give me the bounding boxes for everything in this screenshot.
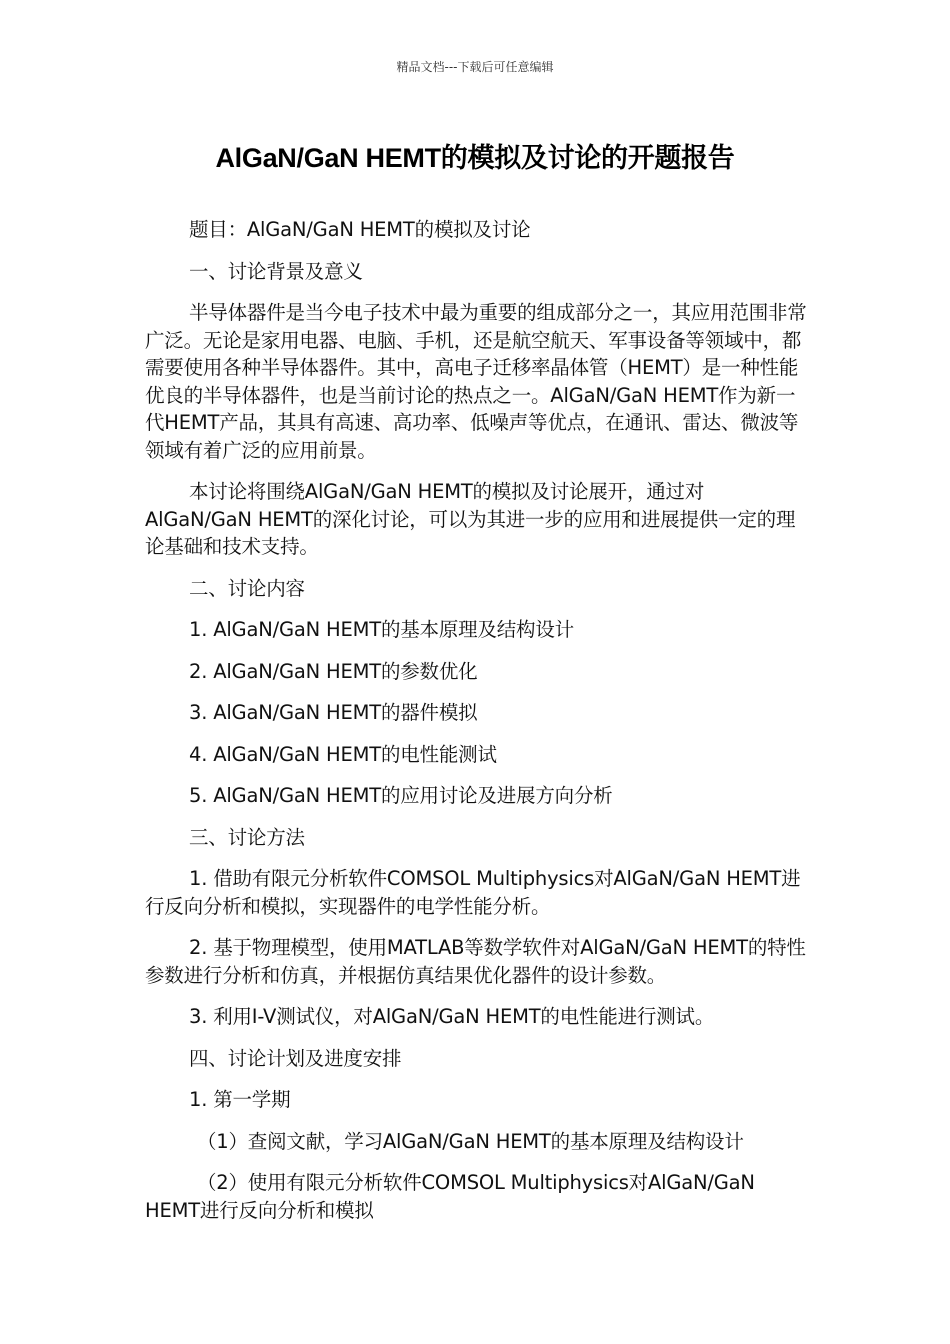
section-heading-methods: 三、讨论方法 — [189, 825, 305, 849]
method-item-3: 3. 利用I-V测试仪，对AlGaN/GaN HEMT的电性能进行测试。 — [189, 1005, 715, 1028]
page-header-note: 精品文档---下载后可任意编辑 — [396, 60, 554, 74]
section-heading-content: 二、讨论内容 — [189, 576, 305, 600]
content-item-3: 3. AlGaN/GaN HEMT的器件模拟 — [189, 701, 478, 724]
method-item-1: 1. 借助有限元分析软件COMSOL Multiphysics对AlGaN/GaN HEMT进行反向分析和模拟，实现器件的电学性能分析。 — [145, 867, 801, 918]
method-item-2: 2. 基于物理模型，使用MATLAB等数学软件对AlGaN/GaN HEMT的特性参数进行分析和仿真，并根据仿真结果优化器件的设计参数。 — [145, 936, 806, 987]
schedule-item-2: （2）使用有限元分析软件COMSOL Multiphysics对AlGaN/GaN HEMT进行反向分析和模拟 — [145, 1171, 755, 1222]
content-item-5: 5. AlGaN/GaN HEMT的应用讨论及进展方向分析 — [189, 784, 613, 807]
schedule-item-1: （1）查阅文献，学习AlGaN/GaN HEMT的基本原理及结构设计 — [197, 1129, 744, 1153]
content-item-2: 2. AlGaN/GaN HEMT的参数优化 — [189, 659, 478, 683]
content-item-1: 1. AlGaN/GaN HEMT的基本原理及结构设计 — [189, 618, 574, 641]
schedule-term-1: 1. 第一学期 — [189, 1088, 291, 1111]
paragraph-background: 半导体器件是当今电子技术中最为重要的组成部分之一，其应用范围非常广泛。无论是家用电器、电脑、手机，还是航空航天、军事设备等领域中，都需要使用各种半导体器件。其中，高电子迁移率晶体管（HEMT）是一种性能优良的半导体器件，也是当前讨论的热点之一。AlGaN/GaN HEMT作为新一代HEMT产品，其具有高速、高功率、低噪声等优点，在通讯、雷达、微波等领域有着广泛的应用前景。 — [145, 301, 807, 462]
document-body — [145, 216, 810, 1238]
topic-line: 题目：AlGaN/GaN HEMT的模拟及讨论 — [189, 218, 531, 241]
document-title: AlGaN/GaN HEMT的模拟及讨论的开题报告 — [215, 143, 735, 173]
paragraph-purpose: 本讨论将围绕AlGaN/GaN HEMT的模拟及讨论展开，通过对AlGaN/GaN HEMT的深化讨论，可以为其进一步的应用和进展提供一定的理论基础和技术支持。 — [145, 480, 796, 558]
section-heading-background: 一、讨论背景及意义 — [189, 259, 363, 283]
content-item-4: 4. AlGaN/GaN HEMT的电性能测试 — [189, 742, 497, 766]
section-heading-schedule: 四、讨论计划及进度安排 — [189, 1046, 402, 1070]
